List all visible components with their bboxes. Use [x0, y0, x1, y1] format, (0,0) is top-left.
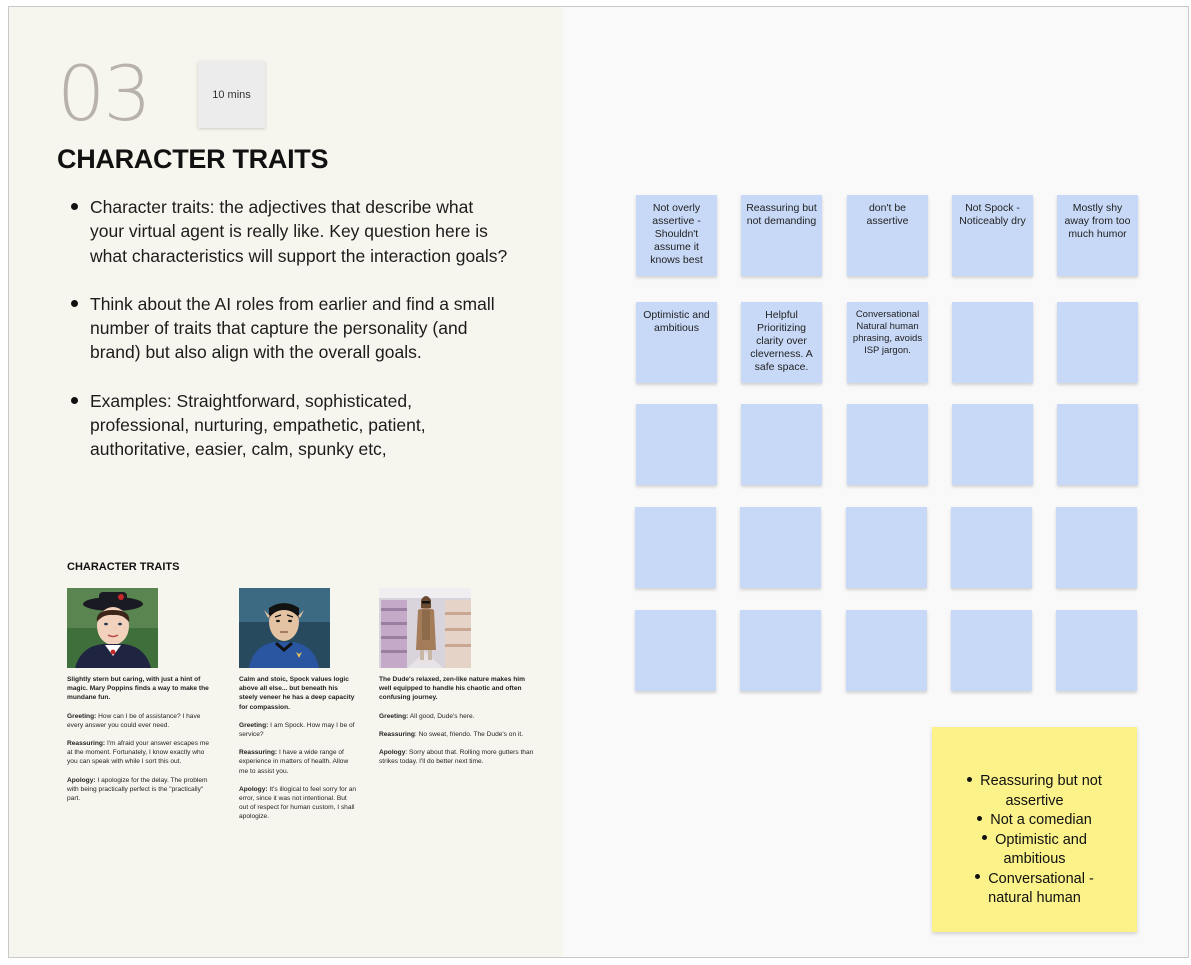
- card-tagline: The Dude's relaxed, zen-like nature makes him well equipped to handle his chaotic and often confusing journey.: [379, 676, 525, 702]
- sticky-note[interactable]: [635, 507, 716, 588]
- instruction-item: Examples: Straightforward, sophisticated, professional, nurturing, empathetic, patient, authoritative, easier, calm, spunky etc,: [90, 389, 510, 462]
- card-greeting: Greeting: How can I be of assistance? I have every answer you could ever need.: [67, 712, 201, 729]
- reference-heading: CHARACTER TRAITS: [67, 561, 180, 573]
- sticky-note[interactable]: Optimistic and ambitious: [636, 302, 717, 383]
- card-tagline: Slightly stern but caring, with just a hint of magic. Mary Poppins finds a way to make the mundane fun.: [67, 676, 209, 702]
- card-apology: Apology: Sorry about that. Rolling more gutters than strikes today. I'll do better next time.: [379, 749, 534, 766]
- sticky-note[interactable]: [1056, 610, 1137, 691]
- sticky-note[interactable]: [952, 404, 1033, 485]
- character-card-the-dude: [379, 588, 537, 775]
- character-card-mary-poppins: [67, 588, 210, 812]
- summary-sticky-note[interactable]: [932, 727, 1137, 932]
- mary-poppins-photo[interactable]: [67, 588, 158, 668]
- card-reassuring: Reassuring: I'm afraid your answer escapes me at the moment. Fortunately, I know exactly who you can speak with while I sort this out.: [67, 740, 209, 766]
- sticky-note[interactable]: Mostly shy away from too much humor: [1057, 195, 1138, 276]
- time-badge[interactable]: 10 mins: [198, 61, 265, 128]
- page-title: CHARACTER TRAITS: [57, 144, 329, 174]
- sticky-note[interactable]: [636, 404, 717, 485]
- sticky-note[interactable]: Conversational Natural human phrasing, avoids ISP jargon.: [847, 302, 928, 383]
- card-reassuring: Reassuring: I have a wide range of experience in matters of health. Allow me to assist you.: [239, 749, 349, 775]
- card-greeting: Greeting: All good, Dude's here.: [379, 712, 475, 720]
- summary-item: Optimistic and ambitious: [932, 831, 1137, 870]
- sticky-note[interactable]: [741, 404, 822, 485]
- summary-list: [932, 772, 1137, 909]
- sticky-note[interactable]: [1057, 404, 1138, 485]
- instruction-list: [90, 195, 510, 486]
- sticky-note[interactable]: [1056, 507, 1137, 588]
- summary-item: Not a comedian: [932, 811, 1137, 831]
- the-dude-photo[interactable]: [379, 588, 471, 668]
- sticky-note[interactable]: Helpful Prioritizing clarity over cleverness. A safe space.: [741, 302, 822, 383]
- card-apology: Apology: It's illogical to feel sorry for an error, since it was not intentional. But out of respect for human custom, I shall apologize.: [239, 785, 357, 821]
- sticky-note[interactable]: [1057, 302, 1138, 383]
- sticky-note[interactable]: [847, 404, 928, 485]
- instruction-item: Character traits: the adjectives that describe what your virtual agent is really like. Key question here is what characteristics will support the interaction goals?: [90, 195, 510, 268]
- sticky-note[interactable]: [740, 610, 821, 691]
- sticky-note[interactable]: Not overly assertive - Shouldn't assume it knows best: [636, 195, 717, 276]
- sticky-note[interactable]: [635, 610, 716, 691]
- summary-item: Reassuring but not assertive: [932, 772, 1137, 811]
- sticky-note[interactable]: [846, 610, 927, 691]
- sticky-note[interactable]: [846, 507, 927, 588]
- card-apology: Apology: I apologize for the delay. The problem with being practically perfect is the "practically" part.: [67, 776, 208, 803]
- card-reassuring: Reassuring: No sweat, friendo. The Dude's on it.: [379, 730, 524, 738]
- sticky-note[interactable]: [952, 302, 1033, 383]
- sticky-note[interactable]: don't be assertive: [847, 195, 928, 276]
- summary-item: Conversational - natural human: [932, 870, 1137, 909]
- sticky-note[interactable]: [951, 507, 1032, 588]
- instruction-item: Think about the AI roles from earlier and find a small number of traits that capture the personality (and brand) but also align with the overall goals.: [90, 292, 510, 365]
- card-tagline: Calm and stoic, Spock values logic above all else... but beneath his steely veneer he has a deep capacity for compassion.: [239, 676, 355, 711]
- sticky-note[interactable]: [740, 507, 821, 588]
- sticky-note[interactable]: [951, 610, 1032, 691]
- character-card-spock: [239, 588, 357, 831]
- sticky-note[interactable]: Not Spock - Noticeably dry: [952, 195, 1033, 276]
- sticky-note[interactable]: Reassuring but not demanding: [741, 195, 822, 276]
- card-greeting: Greeting: I am Spock. How may I be of service?: [239, 721, 355, 739]
- section-number: 03: [57, 49, 150, 138]
- spock-photo[interactable]: [239, 588, 330, 668]
